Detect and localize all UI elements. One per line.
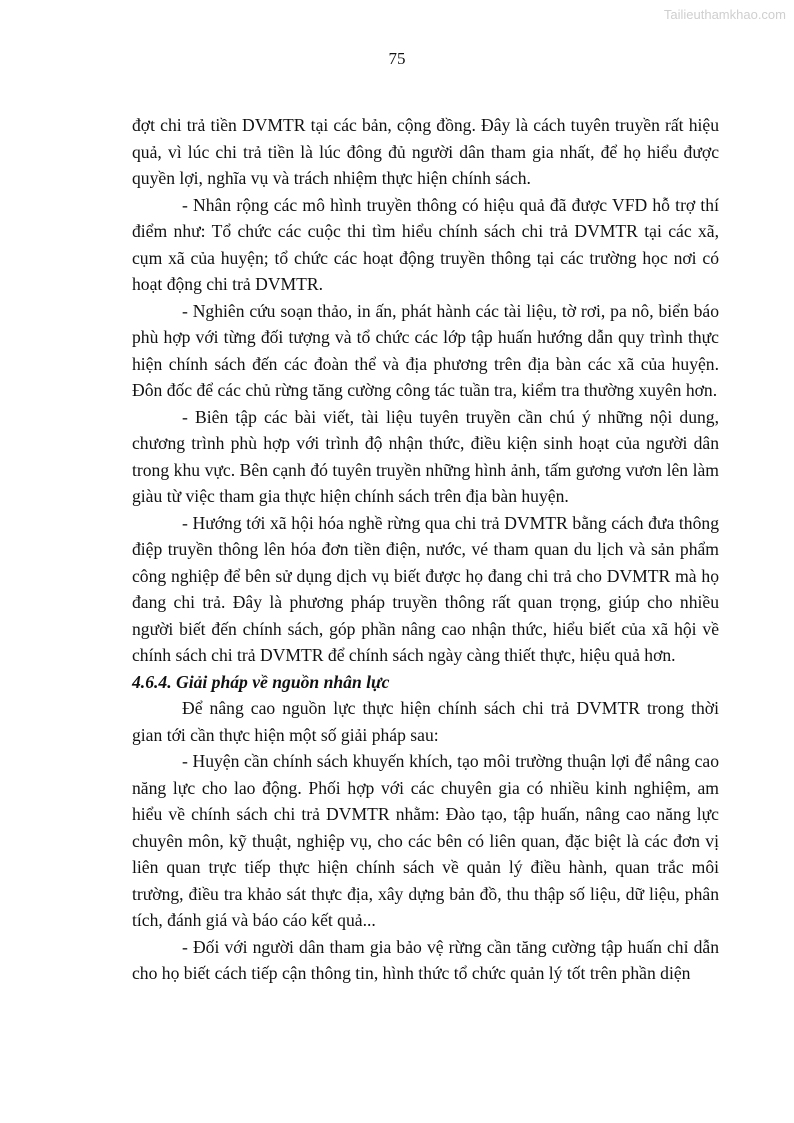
paragraph-continuation: đợt chi trả tiền DVMTR tại các bản, cộng đồng. Đây là cách tuyên truyền rất hiệu quả, vì lúc chi trả tiền là lúc đông đủ người dân tham gia nhất, để họ hiểu được quyền lợi, nghĩa vụ và trách nhiệm thực hiện chính sách. <box>132 115 719 188</box>
watermark: Tailieuthamkhao.com <box>663 7 786 22</box>
paragraph-research-materials: - Nghiên cứu soạn thảo, in ấn, phát hành các tài liệu, tờ rơi, pa nô, biển báo phù hợp với từng đối tượng và tổ chức các lớp tập huấn hướng dẫn quy trình thực hiện chính sách đến các đoàn thể và địa phương trên địa bàn các xã của huyện. Đôn đốc để các chủ rừng tăng cường công tác tuần tra, kiểm tra thường xuyên hơn. <box>132 300 719 400</box>
paragraph-intro-solutions: Để nâng cao nguồn lực thực hiện chính sách chi trả DVMTR trong thời gian tới cần thực hiện một số giải pháp sau: <box>132 698 719 745</box>
paragraph-socialization: - Hướng tới xã hội hóa nghề rừng qua chi trả DVMTR bằng cách đưa thông điệp truyền thông lên hóa đơn tiền điện, nước, vé tham quan du lịch và sản phẩm công nghiệp để bên sử dụng dịch vụ biết được họ đang chi trả cho DVMTR mà họ đang chi trả. Đây là phương pháp truyền thông rất quan trọng, giúp cho nhiều người biết đến chính sách, góp phần nâng cao nhận thức, hiểu biết của xã hội về chính sách chi trả DVMTR để chính sách ngày càng thiết thực, hiệu quả hơn. <box>132 512 719 665</box>
paragraph-editing-articles: - Biên tập các bài viết, tài liệu tuyên truyền cần chú ý những nội dung, chương trình phù hợp với trình độ nhận thức, điều kiện sinh hoạt của người dân trong khu vực. Bên cạnh đó tuyên truyền những hình ảnh, tấm gương vươn lên làm giàu từ việc tham gia thực hiện chính sách trên địa bàn huyện. <box>132 406 719 506</box>
document-body <box>132 112 719 987</box>
section-heading: 4.6.4. Giải pháp về nguồn nhân lực <box>132 671 390 692</box>
paragraph-communication-models: - Nhân rộng các mô hình truyền thông có hiệu quả đã được VFD hỗ trợ thí điểm như: Tổ chức các cuộc thi tìm hiểu chính sách chi trả DVMTR tại các xã, cụm xã của huyện; tổ chức các hoạt động truyền thông tại các trường học nơi có hoạt động chi trả DVMTR. <box>132 194 719 294</box>
page-number: 75 <box>388 49 406 68</box>
paragraph-district-policy: - Huyện cần chính sách khuyến khích, tạo môi trường thuận lợi để nâng cao năng lực cho lao động. Phối hợp với các chuyên gia có nhiều kinh nghiệm, am hiểu về chính sách chi trả DVMTR nhằm: Đào tạo, tập huấn, nâng cao năng lực chuyên môn, kỹ thuật, nghiệp vụ, cho các bên có liên quan, đặc biệt là các đơn vị liên quan trực tiếp thực hiện chính sách về quản lý điều hành, quan trắc môi trường, điều tra khảo sát thực địa, xây dựng bản đồ, thu thập số liệu, dữ liệu, phân tích, đánh giá và báo cáo kết quả... <box>132 751 719 930</box>
paragraph-forest-protection: - Đối với người dân tham gia bảo vệ rừng cần tăng cường tập huấn chỉ dẫn cho họ biết cách tiếp cận thông tin, hình thức tổ chức quản lý tốt trên phần diện <box>132 936 719 983</box>
